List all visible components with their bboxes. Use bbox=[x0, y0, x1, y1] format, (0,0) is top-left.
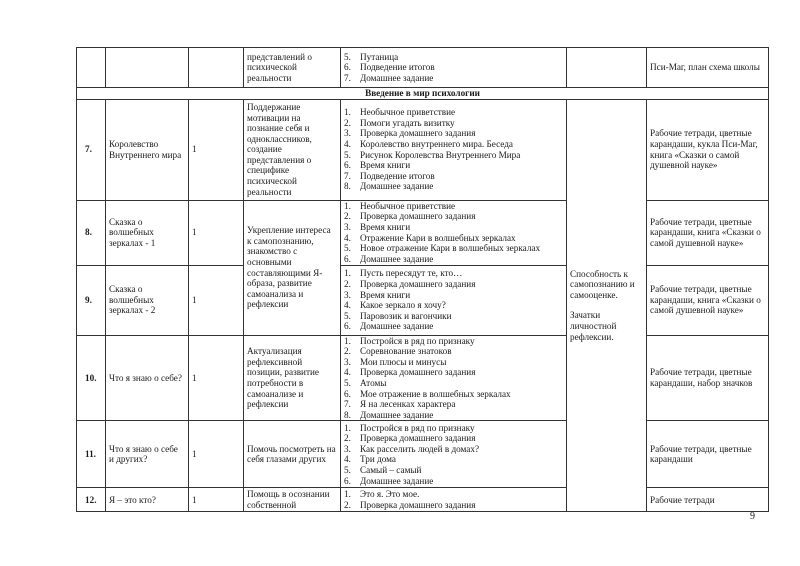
section-header-row bbox=[77, 88, 769, 100]
list-item: 3. Проверка домашнего задания bbox=[344, 128, 476, 139]
cell-activities bbox=[341, 265, 567, 335]
cell-goal: Помощь в осознании собственной bbox=[244, 488, 341, 512]
cell-topic: Сказка о волшебных зеркалах - 1 bbox=[106, 200, 189, 265]
cell-topic: Я – это кто? bbox=[106, 488, 189, 512]
list-item: 6. Подведение итогов bbox=[344, 62, 435, 73]
list-item: 4. Королевство внутреннего мира. Беседа bbox=[344, 139, 514, 149]
cell-topic: Что я знаю о себе? bbox=[106, 335, 189, 421]
cell-topic: Королевство Внутреннего мира bbox=[106, 99, 189, 200]
results-text-2: Зачатки личностной рефлексии. bbox=[570, 310, 617, 342]
list-item: 3. Время книги bbox=[344, 289, 411, 300]
cell-num: 7. bbox=[77, 99, 106, 200]
list-item: 6. Домашнее задание bbox=[344, 253, 434, 264]
cell-materials: Рабочие тетради, цветные карандаши, кукла Пси-Маг, книга «Сказки о самой душевной науке» bbox=[647, 99, 769, 200]
cell-activities bbox=[341, 335, 567, 421]
cell-results bbox=[567, 99, 647, 512]
list-item: 6. Мое отражение в волшебных зеркалах bbox=[344, 388, 511, 399]
list-item: 4. Проверка домашнего задания bbox=[344, 367, 476, 378]
list-item: 5. Путаница bbox=[344, 51, 399, 62]
cell-materials: Рабочие тетради, цветные карандаши, книга «Сказки о самой душевной науке» bbox=[647, 265, 769, 335]
list-item: 1. Постройся в ряд по признаку bbox=[344, 422, 475, 433]
list-item: 1. Необычное приветствие bbox=[344, 200, 456, 211]
list-item: 4. Отражение Кари в волшебных зеркалах bbox=[344, 232, 516, 243]
cell-activities bbox=[341, 99, 567, 200]
cell-goal: Поддержание мотивации на познание себя и одноклассников, создание представления о специфике психической реальности bbox=[244, 99, 341, 200]
table-row bbox=[77, 99, 769, 200]
cell-num: 12. bbox=[77, 488, 106, 512]
list-item: 5. Атомы bbox=[344, 377, 387, 388]
page-number: 9 bbox=[750, 511, 755, 522]
table-row bbox=[77, 488, 769, 512]
cell-num: 10. bbox=[77, 335, 106, 421]
cell-hours: 1 bbox=[189, 488, 244, 512]
list-item: 1. Постройся в ряд по признаку bbox=[344, 335, 475, 346]
list-item: 2. Помоги угадать визитку bbox=[344, 117, 455, 128]
list-item: 8. Домашнее задание bbox=[344, 181, 434, 192]
list-item: 3. Как расселить людей в домах? bbox=[344, 443, 480, 454]
cell-goal: представлений о психической реальности bbox=[244, 48, 341, 88]
list-item: 1. Пусть пересядут те, кто… bbox=[344, 268, 463, 279]
cell-materials: Рабочие тетради, цветные карандаши bbox=[647, 421, 769, 488]
list-item: 8. Домашнее задание bbox=[344, 409, 434, 420]
cell-hours: 1 bbox=[189, 335, 244, 421]
results-text-1: Способность к самопознанию и самооценке. bbox=[570, 268, 635, 300]
table-row-continued bbox=[77, 48, 769, 88]
cell-activities bbox=[341, 421, 567, 488]
cell-goal: Укрепление интереса к самопознанию, знакомство с основными составляющими Я-образа, развитие самоанализа и рефлексии bbox=[244, 200, 341, 335]
cell-hours: 1 bbox=[189, 200, 244, 265]
list-item: 1. Это я. Это мое. bbox=[344, 489, 420, 500]
list-item: 7. Я на лесенках характера bbox=[344, 399, 456, 410]
cell-goal: Помочь посмотреть на себя глазами других bbox=[244, 421, 341, 488]
list-item: 2. Соревнование знатоков bbox=[344, 346, 452, 357]
cell-num: 9. bbox=[77, 265, 106, 335]
list-item: 6. Домашнее задание bbox=[344, 475, 434, 486]
section-title: Введение в мир психологии bbox=[77, 88, 769, 100]
list-item: 7. Подведение итогов bbox=[344, 170, 435, 181]
cell-results bbox=[567, 48, 647, 88]
lesson-plan-table bbox=[76, 47, 769, 512]
cell-materials: Рабочие тетради, цветные карандаши, книга «Сказки о самой душевной науке» bbox=[647, 200, 769, 265]
list-item: 3. Мои плюсы и минусы bbox=[344, 356, 447, 367]
table-row bbox=[77, 421, 769, 488]
list-item: 5. Рисунок Королевства Внутреннего Мира bbox=[344, 149, 521, 160]
cell-activities bbox=[341, 488, 567, 512]
table-row bbox=[77, 335, 769, 421]
cell-goal: Актуализация рефлексивной позиции, развитие потребности в самоанализе и рефлексии bbox=[244, 335, 341, 421]
cell-activities bbox=[341, 48, 567, 88]
cell-activities bbox=[341, 200, 567, 265]
list-item: 6. Домашнее задание bbox=[344, 321, 434, 332]
list-item: 5. Новое отражение Кари в волшебных зеркалах bbox=[344, 243, 541, 254]
list-item: 5. Паровозик и вагончики bbox=[344, 310, 452, 321]
cell-hours bbox=[189, 48, 244, 88]
table-row bbox=[77, 265, 769, 335]
cell-num bbox=[77, 48, 106, 88]
list-item: 1. Необычное приветствие bbox=[344, 107, 456, 118]
list-item: 4. Какое зеркало я хочу? bbox=[344, 300, 446, 311]
list-item: 2. Проверка домашнего задания bbox=[344, 278, 476, 289]
list-item: 2. Проверка домашнего задания bbox=[344, 433, 476, 444]
list-item: 2. Проверка домашнего задания bbox=[344, 211, 476, 222]
list-item: 4. Три дома bbox=[344, 454, 396, 465]
list-item: 5. Самый – самый bbox=[344, 464, 422, 475]
table-row bbox=[77, 200, 769, 265]
cell-hours: 1 bbox=[189, 99, 244, 200]
cell-topic: Сказка о волшебных зеркалах - 2 bbox=[106, 265, 189, 335]
list-item: 6. Время книги bbox=[344, 160, 411, 171]
list-item: 7. Домашнее задание bbox=[344, 72, 434, 83]
cell-num: 8. bbox=[77, 200, 106, 265]
cell-materials: Рабочие тетради bbox=[647, 488, 769, 512]
cell-num: 11. bbox=[77, 421, 106, 488]
list-item: 2. Проверка домашнего задания bbox=[344, 499, 476, 510]
list-item: 3. Время книги bbox=[344, 222, 411, 232]
cell-topic: Что я знаю о себе и других? bbox=[106, 421, 189, 488]
cell-hours: 1 bbox=[189, 421, 244, 488]
cell-topic bbox=[106, 48, 189, 88]
cell-materials: Пси-Маг, план схема школы bbox=[647, 48, 769, 88]
cell-hours: 1 bbox=[189, 265, 244, 335]
cell-materials: Рабочие тетради, цветные карандаши, набор значков bbox=[647, 335, 769, 421]
